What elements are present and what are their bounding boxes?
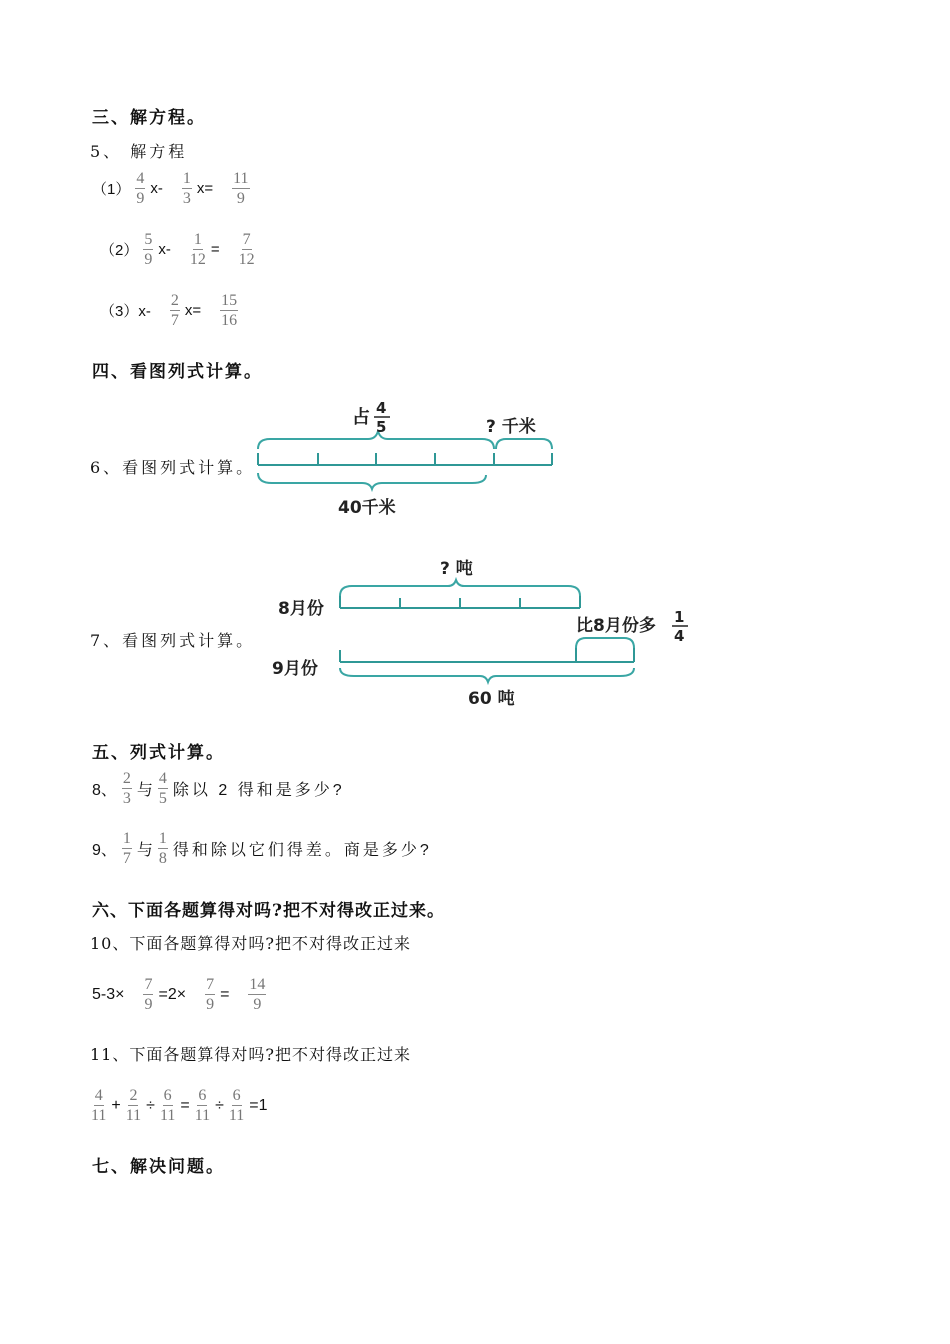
fraction: $\frac{2}{3}$ <box>122 770 131 807</box>
equation-3 <box>98 292 241 329</box>
section-5-heading: 五、列式计算。 <box>92 743 225 763</box>
question-9 <box>90 830 434 867</box>
q10-term: = <box>220 985 230 1003</box>
fraction: $\frac{1}{3}$ <box>182 170 191 207</box>
fraction: $\frac{4}{9}$ <box>136 170 145 207</box>
question-5-label: 5、 解方程 <box>90 142 188 161</box>
question-6-label: 6、看图列式计算。 <box>90 458 256 477</box>
diagram-q7-row1: 8月份 <box>278 599 324 619</box>
diagram-q6 <box>250 395 570 525</box>
q9-text: 与 <box>136 842 153 859</box>
fraction: $\frac{6}{11}$ <box>159 1087 176 1124</box>
eq1-prefix: （1） <box>92 181 131 198</box>
diagram-q6-bottom-label: 40千米 <box>338 498 396 518</box>
question-11-expression <box>88 1087 270 1124</box>
fraction: $\frac{7}{9}$ <box>144 976 153 1013</box>
fraction: $\frac{6}{11}$ <box>228 1087 245 1124</box>
diagram-q6-top-label: 占 <box>352 407 370 428</box>
eq1-term: x= <box>196 180 214 197</box>
question-10-label: 10、下面各题算得对吗?把不对得改正过来 <box>90 934 411 953</box>
eq3-term: x= <box>184 302 202 319</box>
fraction: $\frac{4}{5}$ <box>158 770 167 807</box>
fraction: $\frac{2}{11}$ <box>125 1087 142 1124</box>
diagram-q7-top-label: ? 吨 <box>440 559 473 579</box>
fraction: $\frac{7}{9}$ <box>206 976 215 1013</box>
question-7-label: 7、看图列式计算。 <box>90 631 256 650</box>
question-8 <box>90 770 347 807</box>
diagram-q7-extra-frac-num: 1 <box>674 608 685 626</box>
q11-term: = <box>180 1096 190 1114</box>
fraction: $\frac{7}{12}$ <box>238 231 255 268</box>
q8-text: 与 <box>136 782 153 799</box>
q8-text: 除以 2 得和是多少? <box>172 782 345 799</box>
fraction: $\frac{11}{9}$ <box>233 170 249 207</box>
q11-term: + <box>111 1096 121 1114</box>
section-6-heading: 六、下面各题算得对吗?把不对得改正过来。 <box>92 901 445 921</box>
eq1-term: x- <box>150 180 163 197</box>
fraction: $\frac{14}{9}$ <box>249 976 266 1013</box>
eq2-term: x- <box>158 241 171 258</box>
q10-term: 5-3× <box>92 985 125 1003</box>
diagram-q6-right-label: ? 千米 <box>486 417 536 437</box>
diagram-q6-top-frac-den: 5 <box>376 418 387 436</box>
fraction: $\frac{1}{12}$ <box>189 231 206 268</box>
q10-term: =2× <box>158 985 187 1003</box>
diagram-q7-row2: 9月份 <box>272 659 318 679</box>
q9-number: 9、 <box>92 842 117 859</box>
eq2-prefix: （2） <box>100 242 139 259</box>
question-11-label: 11、下面各题算得对吗?把不对得改正过来 <box>90 1045 411 1064</box>
section-3-heading: 三、解方程。 <box>92 108 206 128</box>
diagram-q7-extra-label: 比8月份多 <box>576 616 656 636</box>
fraction: $\frac{4}{11}$ <box>91 1087 107 1124</box>
q9-text: 得和除以它们得差。商是多少? <box>172 842 432 859</box>
fraction: $\frac{1}{8}$ <box>158 830 167 867</box>
diagram-q7-extra-frac-den: 4 <box>674 627 685 645</box>
eq3-prefix: （3）x- <box>100 303 151 320</box>
q11-term: ÷ <box>146 1096 155 1114</box>
question-10-expression <box>90 976 269 1013</box>
diagram-q7-bottom-label: 60 吨 <box>468 689 515 709</box>
diagram-q6-top-frac-num: 4 <box>376 399 387 417</box>
fraction: $\frac{15}{16}$ <box>221 292 238 329</box>
q11-term: =1 <box>249 1096 268 1114</box>
fraction: $\frac{6}{11}$ <box>194 1087 211 1124</box>
fraction: $\frac{2}{7}$ <box>170 292 179 329</box>
equation-2 <box>98 231 258 268</box>
fraction: $\frac{1}{7}$ <box>122 830 131 867</box>
eq2-term: = <box>210 241 220 258</box>
q11-term: ÷ <box>215 1096 224 1114</box>
equation-1 <box>90 170 253 207</box>
q8-number: 8、 <box>92 782 117 799</box>
fraction: $\frac{5}{9}$ <box>144 231 153 268</box>
section-4-heading: 四、看图列式计算。 <box>92 362 263 382</box>
section-7-heading: 七、解决问题。 <box>92 1157 225 1177</box>
diagram-q7 <box>268 552 698 717</box>
